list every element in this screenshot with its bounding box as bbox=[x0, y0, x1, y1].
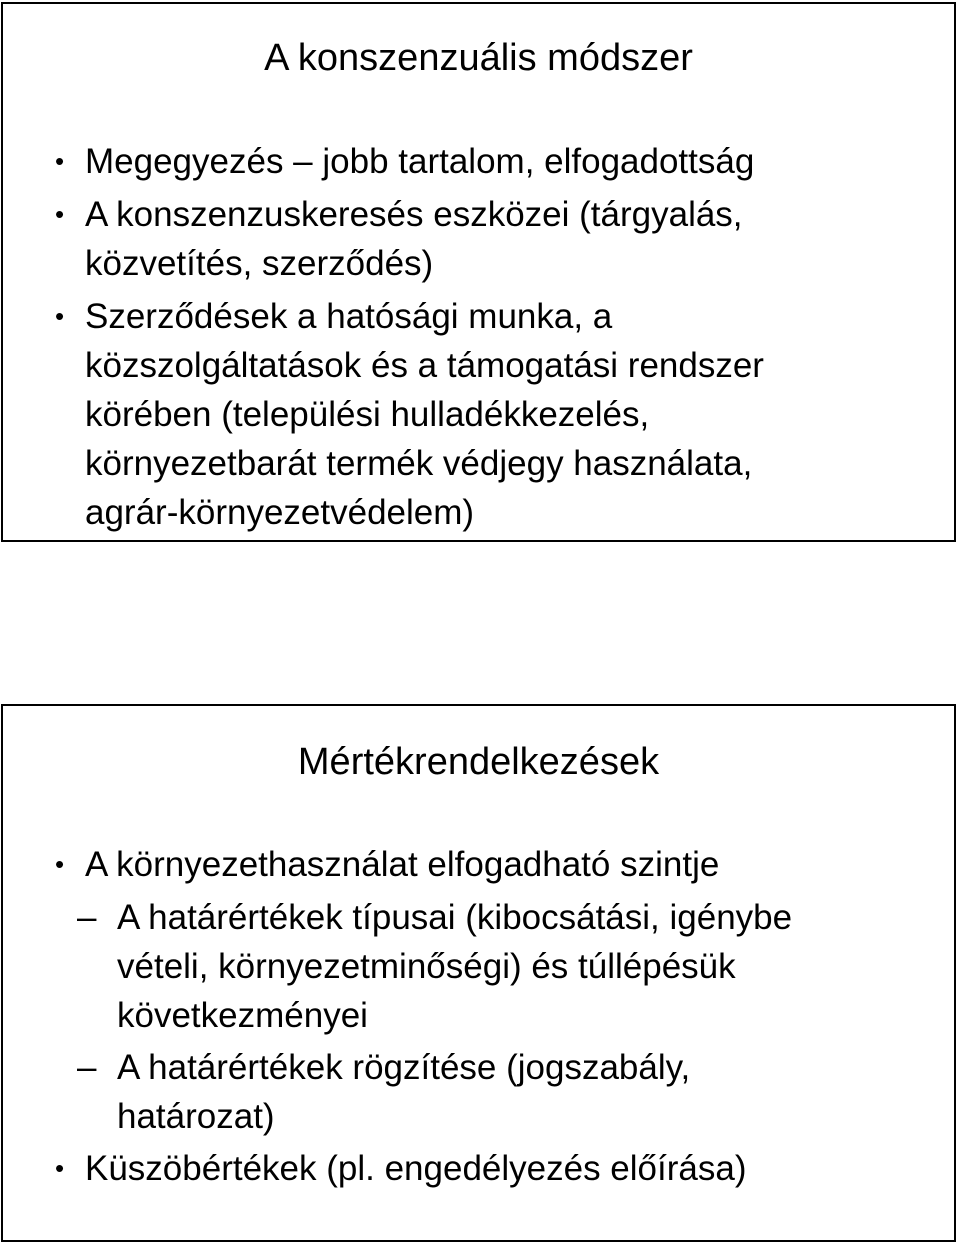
bullet-line: A környezethasználat elfogadható szintje bbox=[85, 845, 720, 884]
sub-bullet-line: A határértékek típusai (kibocsátási, igénybe bbox=[117, 898, 793, 937]
bullet-item bbox=[3, 292, 954, 537]
bullet-item bbox=[3, 840, 954, 889]
bullet-item bbox=[3, 137, 954, 186]
sub-bullet-line: következményei bbox=[117, 996, 368, 1035]
slide-measure-provisions bbox=[1, 704, 956, 1242]
sub-bullet-item bbox=[3, 1043, 954, 1141]
bullet-line: Megegyezés – jobb tartalom, elfogadottság bbox=[85, 142, 755, 181]
dash-marker-icon: – bbox=[77, 898, 97, 937]
bullet-dot-icon: • bbox=[55, 199, 65, 229]
bullet-item bbox=[3, 190, 954, 288]
bullet-line: A konszenzuskeresés eszközei (tárgyalás, bbox=[85, 195, 743, 234]
sub-bullet-line: határozat) bbox=[117, 1097, 275, 1136]
bullet-list bbox=[3, 840, 954, 1197]
slide-title: A konszenzuális módszer bbox=[264, 37, 693, 79]
bullet-line: Szerződések a hatósági munka, a bbox=[85, 297, 613, 336]
sub-bullet-item bbox=[3, 893, 954, 1040]
bullet-line: közszolgáltatások és a támogatási rendszer bbox=[85, 346, 764, 385]
bullet-line: környezetbarát termék védjegy használata, bbox=[85, 444, 753, 483]
sub-bullet-line: A határértékek rögzítése (jogszabály, bbox=[117, 1048, 691, 1087]
bullet-item bbox=[3, 1144, 954, 1193]
bullet-line: Küszöbértékek (pl. engedélyezés előírása) bbox=[85, 1149, 747, 1188]
bullet-dot-icon: • bbox=[55, 849, 65, 879]
bullet-line: közvetítés, szerződés) bbox=[85, 244, 434, 283]
bullet-dot-icon: • bbox=[55, 1153, 65, 1183]
slide-consensual-method bbox=[1, 2, 956, 542]
bullet-line: körében (települési hulladékkezelés, bbox=[85, 395, 650, 434]
sub-bullet-line: vételi, környezetminőségi) és túllépésük bbox=[117, 947, 736, 986]
bullet-list bbox=[3, 137, 954, 541]
bullet-dot-icon: • bbox=[55, 146, 65, 176]
slide-title: Mértékrendelkezések bbox=[297, 741, 660, 783]
bullet-line: agrár-környezetvédelem) bbox=[85, 493, 475, 532]
bullet-dot-icon: • bbox=[55, 301, 65, 331]
dash-marker-icon: – bbox=[77, 1048, 97, 1087]
